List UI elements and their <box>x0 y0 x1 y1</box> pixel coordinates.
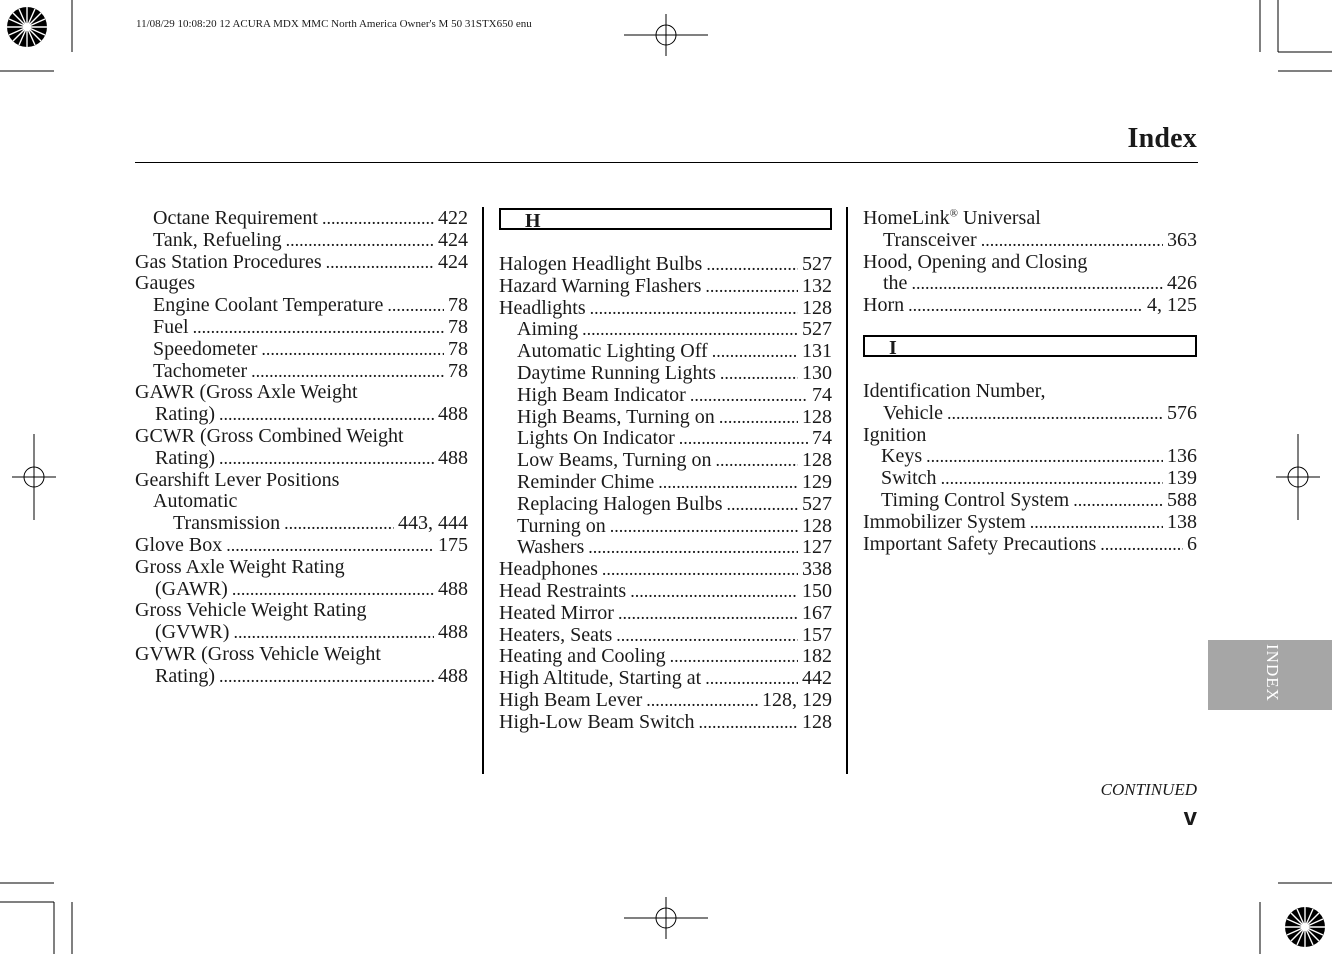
index-entry[interactable]: Transceiver ..... 363 <box>863 230 1197 252</box>
index-entry[interactable]: Headphones ..... 338 <box>499 559 832 581</box>
index-entry[interactable]: Transmission ..... 443, 444 <box>135 513 468 535</box>
index-entry[interactable]: High-Low Beam Switch ..... 128 <box>499 712 832 734</box>
index-entry[interactable]: Glove Box ..... 175 <box>135 535 468 557</box>
column-divider <box>482 207 484 774</box>
index-entry[interactable]: Vehicle ..... 576 <box>863 403 1197 425</box>
index-heading: Hood, Opening and Closing <box>863 250 1088 273</box>
index-entry[interactable]: Head Restraints ..... 150 <box>499 581 832 603</box>
index-entry[interactable]: Replacing Halogen Bulbs ..... 527 <box>499 494 832 516</box>
index-heading: GVWR (Gross Vehicle Weight <box>135 642 381 665</box>
index-heading: Automatic <box>153 490 238 513</box>
section-letter-i: I <box>863 335 1197 357</box>
index-entry[interactable]: Engine Coolant Temperature ..... 78 <box>135 295 468 317</box>
index-heading: Gross Axle Weight Rating <box>135 555 345 578</box>
index-entry[interactable]: Aiming ..... 527 <box>499 319 832 341</box>
index-heading: GCWR (Gross Combined Weight <box>135 424 404 447</box>
index-entry[interactable]: Washers ..... 127 <box>499 537 832 559</box>
index-entry[interactable]: Low Beams, Turning on ..... 128 <box>499 450 832 472</box>
index-entry[interactable]: (GAWR) ..... 488 <box>135 579 468 601</box>
page-title: Index <box>1127 123 1197 154</box>
index-entry[interactable]: Daytime Running Lights ..... 130 <box>499 363 832 385</box>
index-entry[interactable]: Rating) ..... 488 <box>135 404 468 426</box>
index-entry[interactable]: Reminder Chime ..... 129 <box>499 472 832 494</box>
index-column-2 <box>499 208 832 734</box>
page-number: v <box>1183 804 1197 831</box>
index-entry[interactable]: Heating and Cooling ..... 182 <box>499 646 832 668</box>
index-entry[interactable]: Speedometer ..... 78 <box>135 339 468 361</box>
index-entry[interactable]: Fuel ..... 78 <box>135 317 468 339</box>
index-entry[interactable]: Turning on ..... 128 <box>499 516 832 538</box>
index-heading: Ignition <box>863 423 927 446</box>
index-entry[interactable]: Lights On Indicator ..... 74 <box>499 428 832 450</box>
index-entry[interactable]: High Beam Indicator ..... 74 <box>499 385 832 407</box>
index-entry[interactable]: Heated Mirror ..... 167 <box>499 603 832 625</box>
index-entry[interactable]: Immobilizer System ..... 138 <box>863 512 1197 534</box>
side-tab-label: INDEX <box>1263 644 1282 702</box>
index-entry[interactable]: Horn ..... 4, 125 <box>863 295 1197 317</box>
index-entry[interactable]: Halogen Headlight Bulbs ..... 527 <box>499 254 832 276</box>
print-header-meta: 11/08/29 10:08:20 12 ACURA MDX MMC North America Owner's M 50 31STX650 enu <box>136 18 532 30</box>
index-entry[interactable]: High Altitude, Starting at ..... 442 <box>499 668 832 690</box>
index-entry[interactable]: Switch ..... 139 <box>863 468 1197 490</box>
index-column-3 <box>863 208 1197 555</box>
index-side-tab[interactable] <box>1208 640 1332 710</box>
index-entry[interactable]: High Beam Lever ..... 128, 129 <box>499 690 832 712</box>
index-entry[interactable]: Gas Station Procedures ..... 424 <box>135 252 468 274</box>
index-entry[interactable]: Tachometer ..... 78 <box>135 361 468 383</box>
index-entry[interactable]: Octane Requirement ..... 422 <box>135 208 468 230</box>
index-entry[interactable]: Rating) ..... 488 <box>135 448 468 470</box>
continued-label: CONTINUED <box>1100 780 1197 799</box>
index-entry[interactable]: Headlights ..... 128 <box>499 298 832 320</box>
index-heading: GAWR (Gross Axle Weight <box>135 381 358 404</box>
index-entry[interactable]: Automatic Lighting Off ..... 131 <box>499 341 832 363</box>
index-entry[interactable]: Timing Control System ..... 588 <box>863 490 1197 512</box>
index-heading: Gearshift Lever Positions <box>135 468 340 491</box>
index-entry[interactable]: Tank, Refueling ..... 424 <box>135 230 468 252</box>
index-entry[interactable]: Rating) ..... 488 <box>135 666 468 688</box>
index-entry[interactable]: the ..... 426 <box>863 273 1197 295</box>
registered-mark: ® <box>949 207 959 220</box>
index-heading: Gauges <box>135 272 195 295</box>
index-entry[interactable]: High Beams, Turning on ..... 128 <box>499 407 832 429</box>
section-letter-h: H <box>499 208 832 230</box>
index-entry[interactable]: (GVWR) ..... 488 <box>135 622 468 644</box>
index-entry[interactable]: Keys ..... 136 <box>863 446 1197 468</box>
column-divider <box>846 207 848 774</box>
index-heading: HomeLink® Universal <box>863 207 1041 229</box>
index-heading: Identification Number, <box>863 379 1046 402</box>
index-entry[interactable]: Heaters, Seats ..... 157 <box>499 625 832 647</box>
title-rule <box>135 162 1198 163</box>
index-heading: Gross Vehicle Weight Rating <box>135 599 367 622</box>
index-entry[interactable]: Important Safety Precautions ..... 6 <box>863 534 1197 556</box>
index-entry[interactable]: Hazard Warning Flashers ..... 132 <box>499 276 832 298</box>
index-column-1 <box>135 208 468 688</box>
